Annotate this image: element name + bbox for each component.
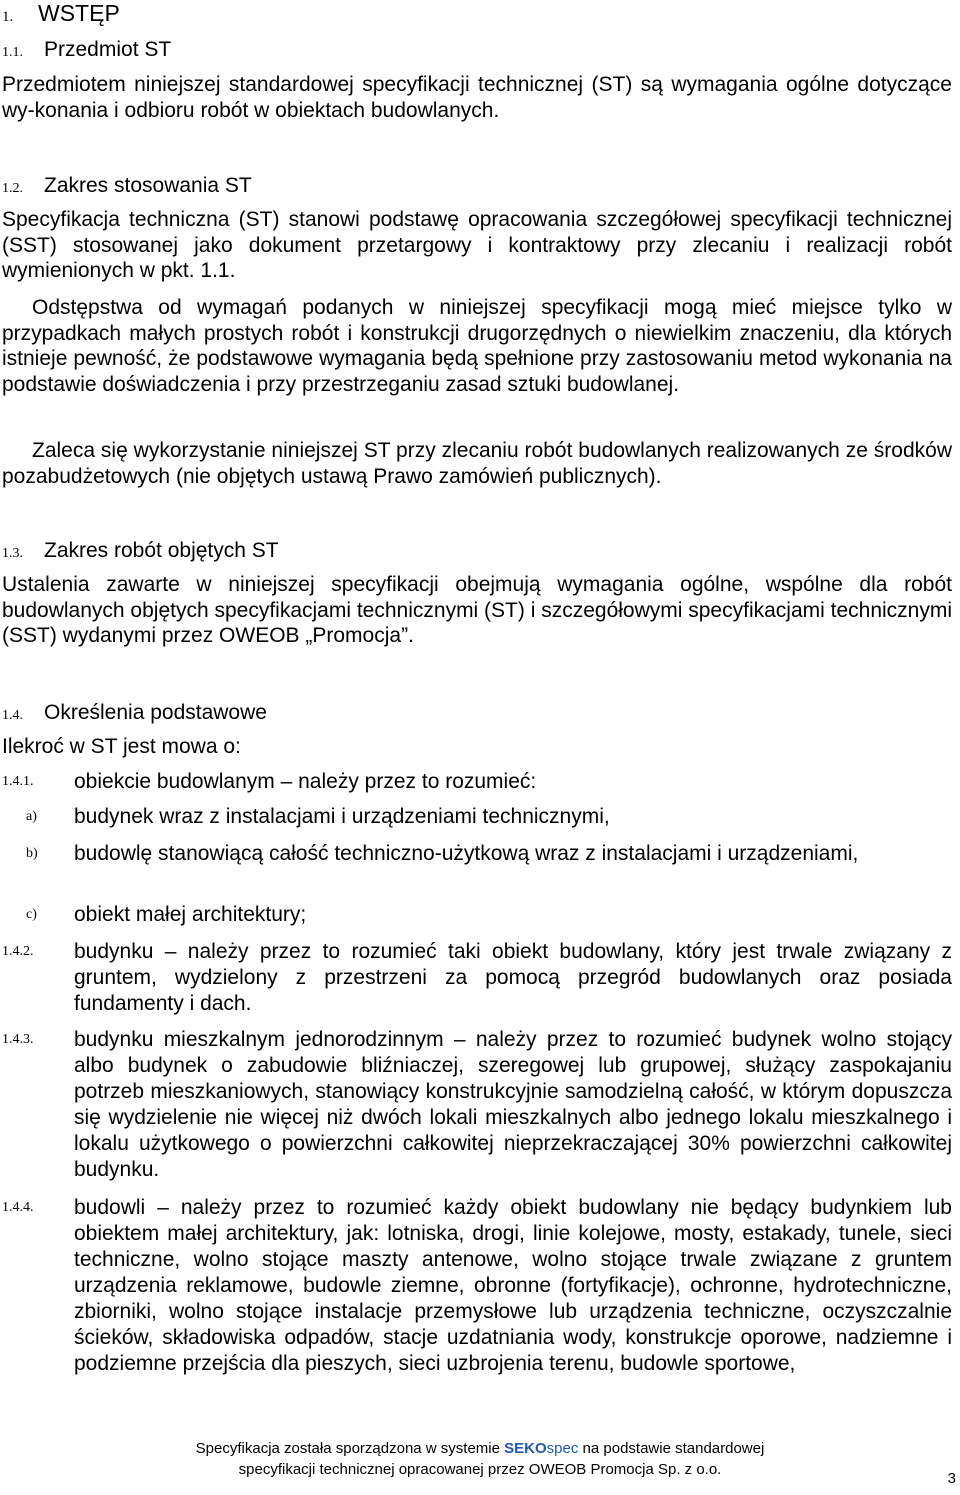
list-text: budowlę stanowiącą całość techniczno-użytkową wraz z instalacjami i urządzeniami, bbox=[74, 842, 859, 865]
definition-text: budynku – należy przez to rozumieć taki obiekt budowlany, który jest trwale związany z gruntem, wydzielony z przestrzeni za pomocą przegród budowlanych oraz posiada fundamenty i dach. bbox=[74, 940, 952, 1015]
sekospec-logo: SEKOspec bbox=[504, 1440, 579, 1457]
definition-text: budowli – należy przez to rozumieć każdy obiekt budowlany nie będący budynkiem lub obiektem małej architektury, jak: lotniska, drogi, linie kolejowe, mosty, estakady, tunele, sieci techniczne, wolno stojące maszty antenowe, wolno stojące trwale związane z gruntem urządzenia reklamowe, budowle ziemne, obronne (fortyfikacje), ochronne, hydrotechniczne, zbiorniki, wolno stojące instalacje przemysłowe lub urządzenia techniczne, oczyszczalnie ścieków, składowiska odpadów, stacje uzdatniania wody, konstrukcje oporowe, nadziemne i podziemne przejścia dla pieszych, sieci uzbrojenia terenu, budowle sportowe, bbox=[74, 1196, 952, 1375]
paragraph-scope: Specyfikacja techniczna (ST) stanowi podstawę opracowania szczegółowej specyfikacji technicznej (SST) stosowanej jako dokument przetargowy i kontraktowy przy zlecaniu i realizacji robót wymienionych w pkt. 1.1. bbox=[2, 208, 952, 282]
section-heading-1 bbox=[2, 0, 120, 30]
paragraph-works-scope: Ustalenia zawarte w niniejszej specyfikacji obejmują wymagania ogólne, wspólne dla robót budowlanych objętych specyfikacjami technicznymi (ST) i szczegółowymi specyfikacjami technicznymi (SST) wydanymi przez OWEOB „Promocja”. bbox=[2, 573, 953, 647]
definition-text: obiekcie budowlanym – należy przez to rozumieć: bbox=[74, 770, 537, 793]
footer-line-1 bbox=[0, 1438, 960, 1459]
footer-line-2: specyfikacji technicznej opracowanej przez OWEOB Promocja Sp. z o.o. bbox=[238, 1461, 722, 1478]
definition-text: budynku mieszkalnym jednorodzinnym – należy przez to rozumieć budynek wolno stojący albo budynek o zabudowie bliźniaczej, szeregowej lub grupowej, służący zaspokajaniu potrzeb mieszkaniowych, stanowiący konstrukcyjnie samodzielną całość, w którym dopuszcza się wydzielenie nie więcej niż dwóch lokali mieszkalnych albo jednego lokalu mieszkalnego i lokalu użytkowego o powierzchni całkowitej nieprzekraczającej 30% powierzchni całkowitej budynku. bbox=[74, 1028, 952, 1181]
section-heading-1-4 bbox=[2, 700, 267, 729]
section-title: Zakres stosowania ST bbox=[44, 174, 252, 197]
definition-number: 1.4.4. bbox=[2, 1200, 34, 1215]
list-label: c) bbox=[26, 907, 37, 922]
definition-number: 1.4.2. bbox=[2, 944, 34, 959]
section-number: 1.1. bbox=[2, 45, 23, 60]
page-number: 3 bbox=[947, 1470, 956, 1487]
page-footer bbox=[0, 1438, 960, 1480]
section-number: 1.2. bbox=[2, 181, 23, 196]
list-label: a) bbox=[26, 809, 37, 824]
section-title: Przedmiot ST bbox=[44, 38, 172, 61]
section-title: Zakres robót objętych ST bbox=[44, 539, 279, 562]
section-title: Określenia podstawowe bbox=[44, 701, 267, 724]
section-number: 1.3. bbox=[2, 546, 23, 561]
paragraph-recommendation: Zaleca się wykorzystanie niniejszej ST przy zlecaniu robót budowlanych realizowanych ze środków pozabudżetowych (nie objętych ustawą Prawo zamówień publicznych). bbox=[2, 439, 952, 488]
list-text: budynek wraz z instalacjami i urządzeniami technicznymi, bbox=[74, 805, 610, 828]
paragraph-deviations: Odstępstwa od wymagań podanych w niniejszej specyfikacji mogą mieć miejsce tylko w przypadkach małych prostych robót i konstrukcji drugorzędnych o niewielkim znaczeniu, dla których istnieje pewność, że podstawowe wymagania będą spełnione przy zastosowaniu metod wykonania na podstawie doświadczenia i przy przestrzeganiu zasad sztuki budowlanej. bbox=[2, 296, 952, 396]
section-heading-1-2 bbox=[2, 173, 252, 202]
definition-number: 1.4.3. bbox=[2, 1032, 34, 1047]
footer-text: na podstawie standardowej bbox=[582, 1440, 765, 1457]
paragraph-subject: Przedmiotem niniejszej standardowej specyfikacji technicznej (ST) są wymagania ogólne dotyczące wy-konania i odbioru robót w obiektach budowlanych. bbox=[2, 73, 952, 122]
section-number: 1.4. bbox=[2, 708, 23, 723]
section-number: 1. bbox=[2, 9, 14, 25]
section-title: WSTĘP bbox=[38, 0, 120, 26]
paragraph-definitions-intro: Ilekroć w ST jest mowa o: bbox=[2, 735, 241, 758]
section-heading-1-1 bbox=[2, 37, 171, 66]
definition-number: 1.4.1. bbox=[2, 774, 34, 789]
section-heading-1-3 bbox=[2, 538, 279, 567]
list-label: b) bbox=[26, 846, 38, 861]
list-text: obiekt małej architektury; bbox=[74, 903, 307, 926]
footer-text: Specyfikacja została sporządzona w systemie bbox=[195, 1440, 500, 1457]
